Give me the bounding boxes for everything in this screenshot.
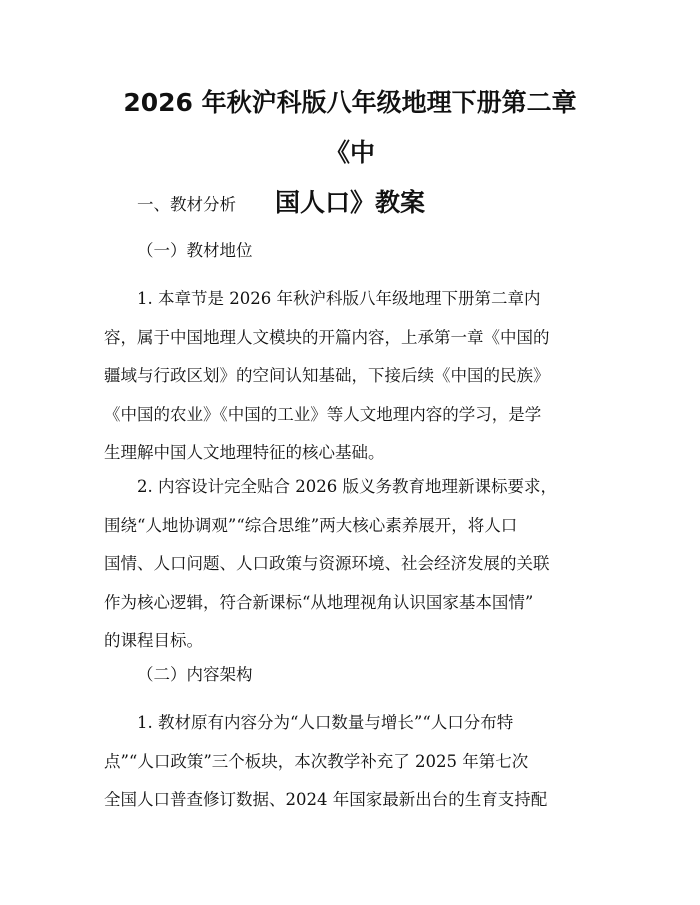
paragraph-2-line: 作为核心逻辑，符合新课标“从地理视角认识国家基本国情”	[104, 592, 534, 612]
paragraph-1	[104, 280, 596, 473]
paragraph-3-line: 点”“人口政策”三个板块，本次教学补充了 2025 年第七次	[104, 751, 529, 771]
paragraph-2	[104, 468, 596, 661]
paragraph-1-line: 1. 本章节是 2026 年秋沪科版八年级地理下册第二章内	[137, 289, 541, 308]
paragraph-2-line: 的课程目标。	[104, 631, 203, 650]
paragraph-3	[104, 704, 596, 820]
paragraph-2-line: 2. 内容设计完全贴合 2026 版义务教育地理新课标要求，	[137, 477, 557, 496]
title-line-2: 国人口》教案	[274, 188, 425, 217]
paragraph-2-line: 国情、人口问题、人口政策与资源环境、社会经济发展的关联	[104, 554, 550, 573]
paragraph-2-line: 围绕“人地协调观”“综合思维”两大核心素养展开，将人口	[104, 515, 518, 535]
paragraph-1-line: 生理解中国人文地理特征的核心基础。	[104, 443, 385, 462]
paragraph-1-line: 疆域与行政区划》的空间认知基础，下接后续《中国的民族》	[104, 366, 550, 385]
paragraph-3-line: 全国人口普查修订数据、2024 年国家最新出台的生育支持配	[104, 790, 548, 809]
paragraph-1-line: 《中国的农业》《中国的工业》等人文地理内容的学习，是学	[104, 404, 542, 424]
title-line-1: 2026 年秋沪科版八年级地理下册第二章《中	[123, 88, 577, 167]
subsection-heading-textbook-position: （一）教材地位	[137, 241, 253, 260]
paragraph-1-line: 容，属于中国地理人文模块的开篇内容，上承第一章《中国的	[104, 327, 550, 347]
subsection-heading-content-structure: （二）内容架构	[137, 665, 253, 684]
paragraph-3-line: 1. 教材原有内容分为“人口数量与增长”“人口分布特	[137, 713, 514, 732]
section-heading-textbook-analysis: 一、教材分析	[137, 195, 236, 214]
